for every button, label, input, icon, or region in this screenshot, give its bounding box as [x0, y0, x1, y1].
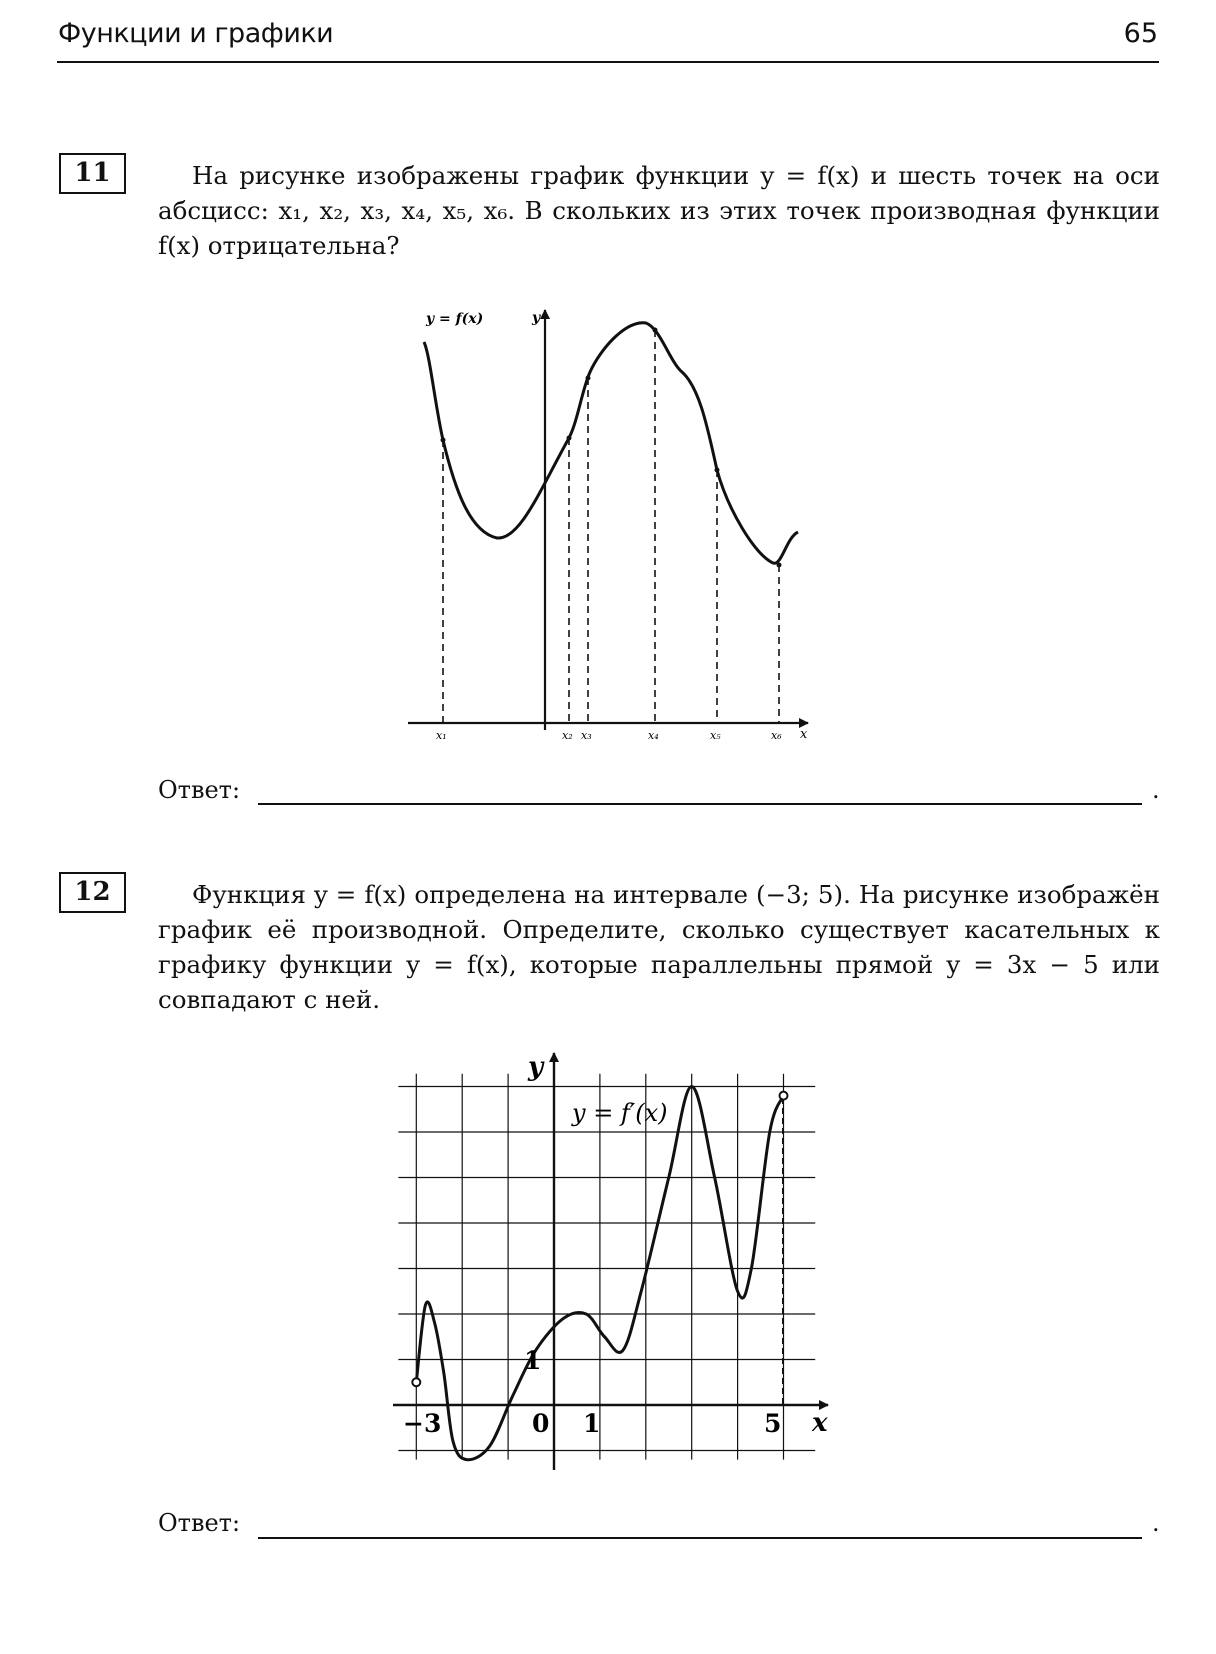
label-x2: x₂	[562, 729, 573, 742]
label-x6: x₆	[771, 729, 782, 742]
problem-12-answer-line[interactable]	[258, 1537, 1142, 1539]
tick-label-zero: 0	[532, 1409, 550, 1438]
problem-12-text: Функция y = f(x) определена на интервале (−3; 5). На рисунке изображён график её производной. Определите, сколько существует касательных к графику функции y = f(x), которые параллельны прямой y = 3x − 5 или совпадают с ней.	[158, 880, 1160, 1014]
page-number: 65	[1123, 18, 1158, 49]
x-axis-label: x	[812, 1408, 828, 1438]
tick-label-five: 5	[764, 1409, 782, 1438]
label-x5: x₅	[710, 729, 721, 742]
problem-12-answer-dot: .	[1152, 1509, 1160, 1537]
problem-11-number: 11	[59, 153, 126, 194]
tick-label-minus3: −3	[403, 1409, 442, 1438]
y-axis-label: y	[528, 1052, 544, 1082]
label-x1: x₁	[436, 729, 447, 742]
problem-11-answer-dot: .	[1152, 776, 1160, 804]
function-label: y = f′(x)	[572, 1099, 668, 1127]
y-axis-label: y	[532, 310, 541, 326]
problem-11-answer-label: Ответ:	[158, 776, 241, 804]
running-header-title: Функции и графики	[58, 18, 334, 49]
tick-label-y-one: 1	[524, 1346, 542, 1375]
problem-11-text: На рисунке изображены график функции y = f(x) и шесть точек на оси абсцисс: x₁, x₂, x₃, x₄, x₅, x₆. В скольких из этих точек производная функции f(x) отрицательна?	[158, 161, 1160, 260]
open-endpoint-right	[780, 1092, 788, 1100]
x-axis-label: x	[800, 727, 808, 742]
label-x4: x₄	[648, 729, 659, 742]
label-x3: x₃	[581, 729, 592, 742]
problem-12-answer-label: Ответ:	[158, 1509, 241, 1537]
function-label: y = f(x)	[426, 311, 484, 327]
problem-12-number: 12	[59, 872, 126, 913]
tick-label-one: 1	[583, 1409, 601, 1438]
open-endpoint-left	[412, 1378, 420, 1386]
